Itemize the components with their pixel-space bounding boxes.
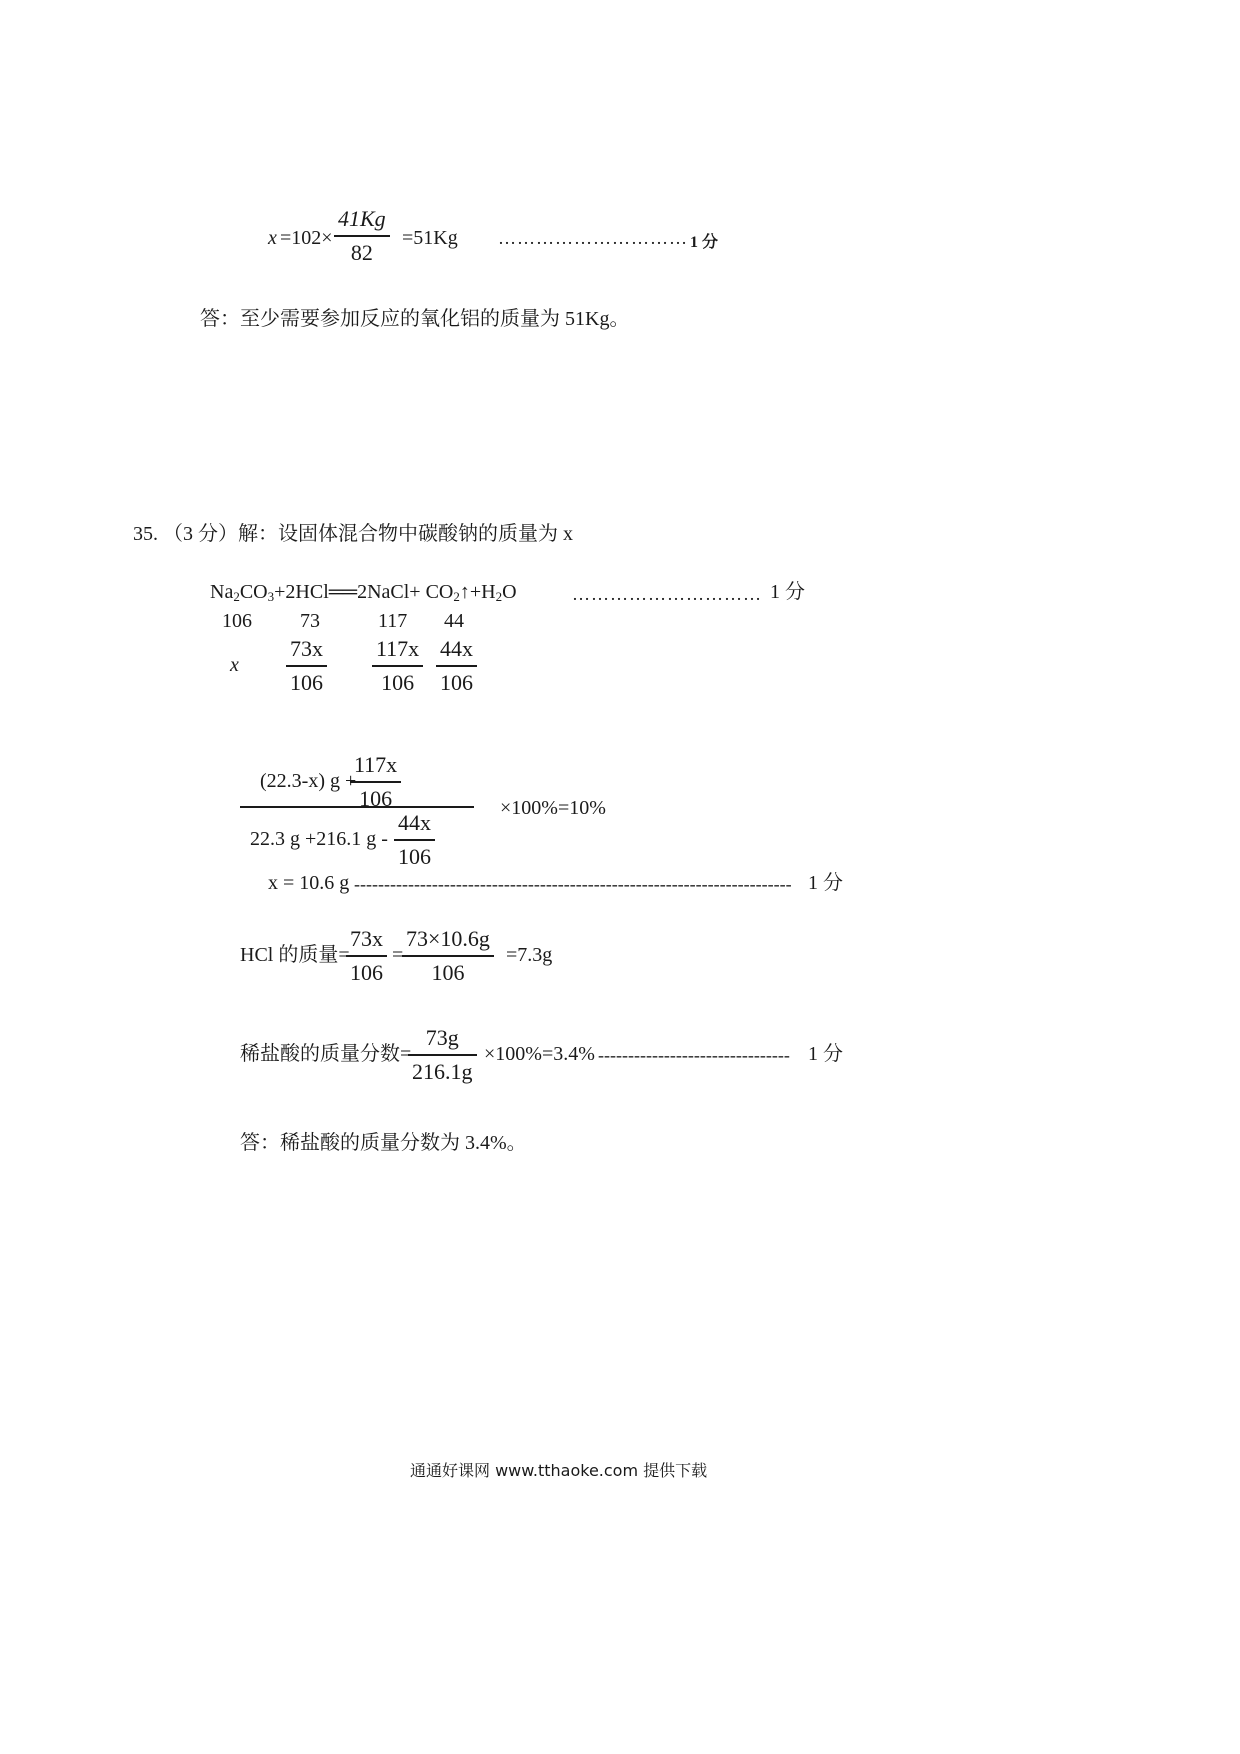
big-denominator-text: 22.3 g +216.1 g - — [250, 828, 388, 850]
big-numerator-text: (22.3-x) g + — [260, 770, 357, 792]
fraction-numerator: 41Kg — [338, 206, 386, 231]
hcl-result: =7.3g — [506, 944, 553, 966]
mass-variable-x: x — [230, 654, 239, 676]
hcl-fraction-1: 73x 106 — [346, 928, 387, 984]
hcl-fraction-2: 73×10.6g 106 — [402, 928, 494, 984]
question-heading: 35. （3 分）解：设固体混合物中碳酸钠的质量为 x — [133, 523, 573, 545]
molar-mass-na2co3: 106 — [222, 610, 252, 632]
big-fraction-tail: ×100%=10% — [500, 797, 606, 819]
molar-mass-nacl: 117 — [378, 610, 408, 632]
fraction-117x-106: 117x 106 — [372, 638, 423, 694]
chemical-equation: $Na_2CO_3+2HCl══2NaCl+$ $CO_2↑+H_2O$ — [210, 581, 517, 604]
footer-watermark: 通通好课网 www.tthaoke.com 提供下载 — [410, 1461, 708, 1480]
hcl-equals: = — [392, 944, 404, 966]
reaction-score-dots: ………………………… — [572, 584, 762, 604]
mass-fraction-label: 稀盐酸的质量分数= — [240, 1043, 412, 1065]
hcl-mass-label: HCl 的质量= — [240, 944, 350, 966]
fraction-44x-106: 44x 106 — [436, 638, 477, 694]
mass-fraction-fraction: 73g 216.1g — [408, 1027, 477, 1083]
molar-mass-hcl: 73 — [300, 610, 320, 632]
x-solution-dashes: ------------------------------------------------------------------------- — [354, 874, 792, 894]
mass-fraction-score: 1 分 — [808, 1043, 843, 1065]
big-numerator-fraction: 117x 106 — [350, 754, 401, 810]
answer-2: 答：稀盐酸的质量分数为 3.4%。 — [240, 1132, 527, 1154]
mass-fraction-dashes: -------------------------------- — [598, 1045, 790, 1065]
big-fraction-bar — [240, 806, 474, 808]
answer-1: 答：至少需要参加反应的氧化铝的质量为 51Kg。 — [200, 308, 630, 330]
eq-variable-x: x — [268, 227, 277, 249]
fraction-41kg-82 — [334, 208, 390, 264]
score-label: 1 分 — [690, 234, 719, 251]
molar-mass-co2: 44 — [444, 610, 464, 632]
x-solution: x = 10.6 g — [268, 872, 350, 894]
reaction-score: 1 分 — [770, 581, 805, 603]
mass-fraction-tail: ×100%=3.4% — [484, 1043, 595, 1065]
fraction-73x-106: 73x 106 — [286, 638, 327, 694]
fraction-denominator: 82 — [350, 240, 373, 265]
eq-times-102: =102× — [280, 227, 333, 249]
score-dots: ………………………… — [498, 228, 688, 248]
eq-result: =51Kg — [402, 227, 458, 249]
big-denominator-fraction: 44x 106 — [394, 812, 435, 868]
x-solution-score: 1 分 — [808, 872, 843, 894]
